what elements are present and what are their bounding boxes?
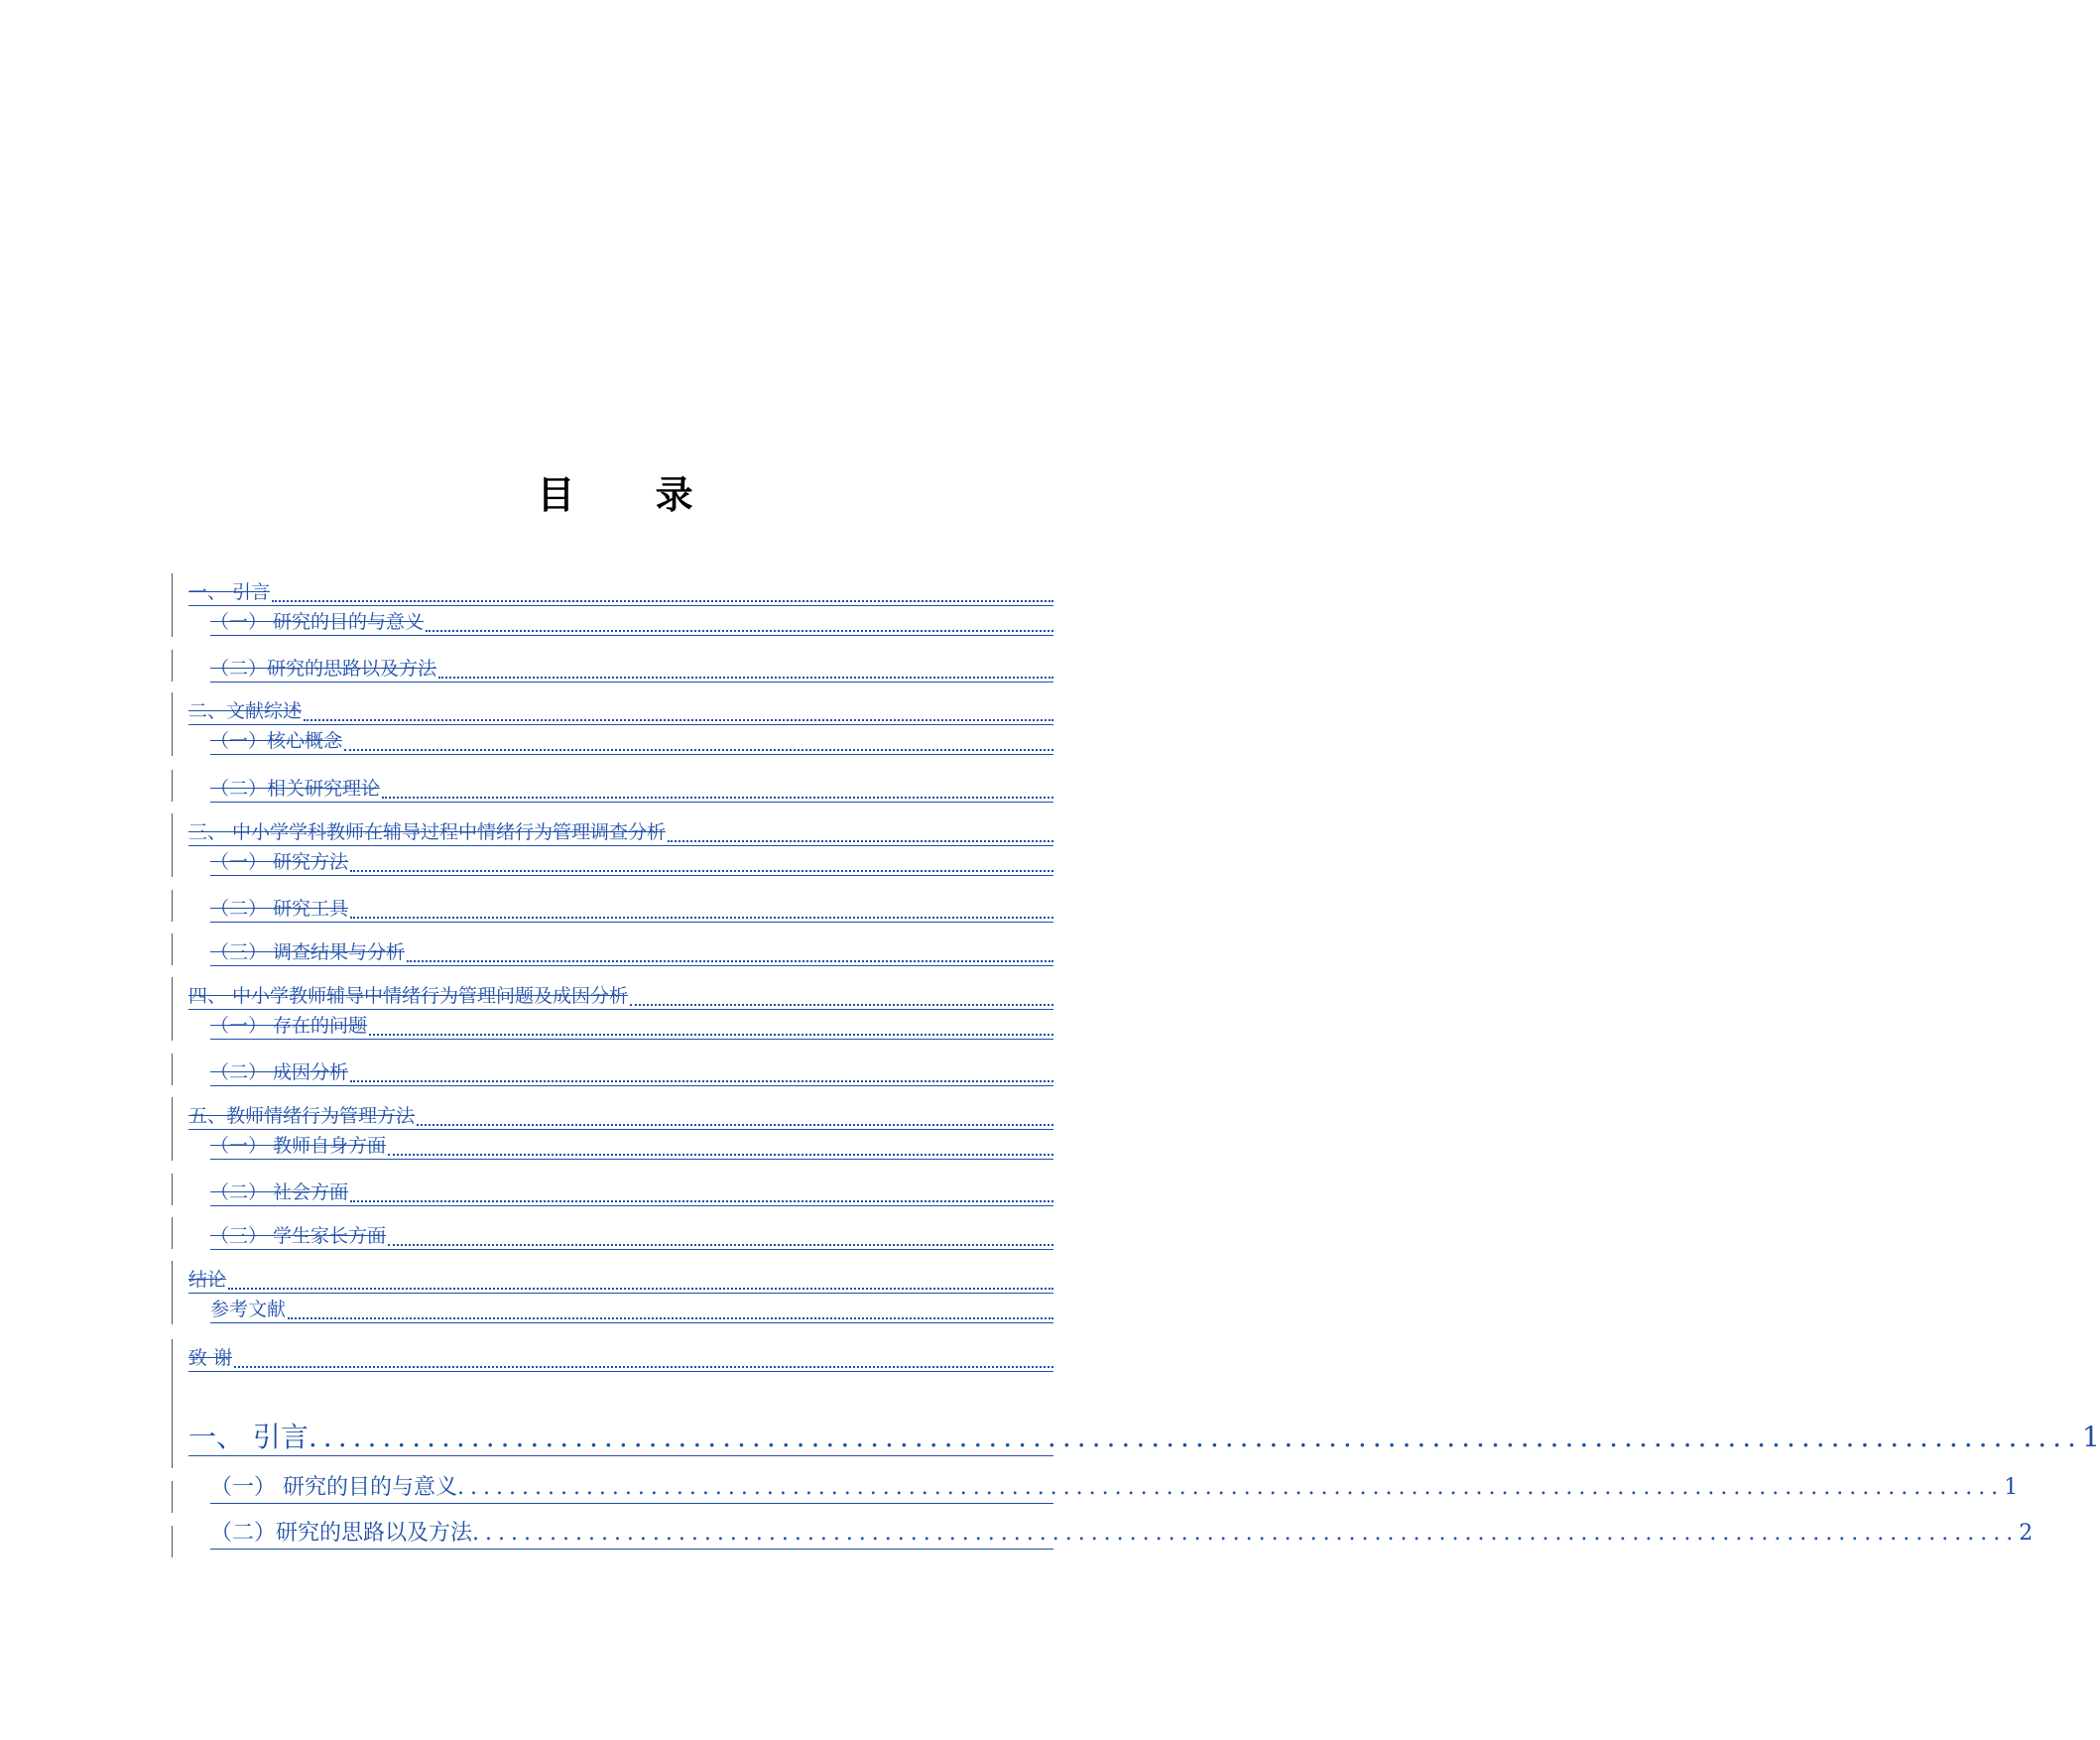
toc-leader-dots [286, 1299, 1053, 1320]
toc-final-label: （二）研究的思路以及方法 [210, 1521, 473, 1546]
toc-final-label: （一） 研究的目的与意义 [210, 1475, 457, 1500]
toc-leader-dots [367, 1015, 1053, 1037]
toc-leader-dots: ........................................................................................................................ [472, 1521, 2020, 1546]
toc-entry-label: （二） 社会方面 [210, 1181, 349, 1203]
change-bar [172, 1174, 173, 1205]
toc-entry[interactable] [210, 1174, 1053, 1203]
toc-leader-dots [270, 581, 1053, 603]
toc-entry-label: （一） 教师自身方面 [210, 1135, 387, 1157]
toc-leader-dots [436, 658, 1053, 680]
change-bar [172, 813, 173, 877]
toc-entry[interactable] [210, 1007, 1053, 1037]
toc-entry-label: （一） 研究的目的与意义 [210, 611, 425, 633]
toc-leader-dots [424, 611, 1053, 633]
change-bar [172, 1217, 173, 1249]
toc-final-label: 一、 引言 [188, 1421, 309, 1453]
change-bar [172, 1054, 173, 1085]
change-bar [172, 770, 173, 802]
toc-leader-dots [342, 730, 1053, 752]
change-bar [172, 692, 173, 756]
toc-entry-label: 参考文献 [210, 1299, 287, 1320]
toc-entry-label: 致 谢 [188, 1347, 233, 1369]
toc-entry-label: 三、 中小学学科教师在辅导过程中情绪行为管理调查分析 [188, 821, 667, 843]
toc-leader-dots [386, 1135, 1053, 1157]
toc-leader-dots [386, 1225, 1053, 1247]
change-bar [172, 1097, 173, 1161]
toc-entry-label: 一、 引言 [188, 581, 271, 603]
toc-entry-label: 二、文献综述 [188, 700, 303, 722]
toc-leader-dots [302, 700, 1053, 722]
toc-entry-label: （二） 成因分析 [210, 1061, 349, 1083]
change-bar [172, 977, 173, 1041]
toc-page-number: 1 [2081, 1421, 2100, 1453]
toc-entry-label: 结论 [188, 1269, 227, 1291]
toc-leader-dots [348, 851, 1053, 873]
change-bar [172, 650, 173, 682]
toc-leader-dots [348, 1061, 1053, 1083]
toc-entry[interactable] [210, 890, 1053, 920]
toc-entry[interactable] [210, 770, 1053, 800]
toc-leader-dots [226, 1269, 1053, 1291]
toc-leader-dots [415, 1105, 1053, 1127]
change-bar [172, 890, 173, 922]
toc-entry[interactable] [188, 1261, 1053, 1291]
change-bar [172, 933, 173, 965]
toc-leader-dots [232, 1347, 1053, 1369]
toc-leader-dots: ........................................................................................................................ [457, 1475, 2005, 1500]
toc-final-entry[interactable] [210, 1520, 2034, 1548]
toc-leader-dots [380, 778, 1053, 800]
change-bar [172, 1261, 173, 1324]
toc-entry[interactable] [210, 933, 1053, 963]
toc-entry-label: 四、 中小学教师辅导中情绪行为管理问题及成因分析 [188, 985, 629, 1007]
toc-page-number: 1 [2004, 1475, 2019, 1500]
toc-entry[interactable] [210, 1291, 1053, 1320]
toc-entry[interactable] [210, 1127, 1053, 1157]
toc-entry-label: （二）相关研究理论 [210, 778, 381, 800]
toc-leader-dots [348, 898, 1053, 920]
toc-entry[interactable] [188, 1339, 1053, 1369]
toc-entry-label: （二） 研究工具 [210, 898, 349, 920]
change-bar [172, 1339, 173, 1468]
toc-leader-dots [628, 985, 1053, 1007]
toc-entry[interactable] [188, 977, 1053, 1007]
toc-entry-label: （二）研究的思路以及方法 [210, 658, 437, 680]
toc-leader-dots: ........................................................................................................................ [308, 1421, 2082, 1453]
toc-entry[interactable] [188, 1097, 1053, 1127]
toc-entry[interactable] [188, 692, 1053, 722]
toc-entry[interactable] [210, 603, 1053, 633]
toc-entry-label: （一） 研究方法 [210, 851, 349, 873]
toc-entry-label: （一） 存在的问题 [210, 1015, 368, 1037]
toc-entry-label: （一）核心概念 [210, 730, 343, 752]
toc-entry-label: （三） 学生家长方面 [210, 1225, 387, 1247]
change-bar [172, 1481, 173, 1513]
toc-entry[interactable] [188, 813, 1053, 843]
toc-entry[interactable] [210, 1217, 1053, 1247]
toc-entry[interactable] [210, 722, 1053, 752]
toc-entry[interactable] [210, 650, 1053, 680]
toc-page-number: 2 [2019, 1521, 2034, 1546]
toc-entry[interactable] [210, 1054, 1053, 1083]
toc-leader-dots [666, 821, 1053, 843]
toc-entry[interactable] [188, 573, 1053, 603]
toc-leader-dots [348, 1181, 1053, 1203]
toc-title: 目 录 [537, 473, 727, 517]
toc-entry[interactable] [210, 843, 1053, 873]
toc-leader-dots [405, 941, 1053, 963]
toc-entry-label: （三） 调查结果与分析 [210, 941, 406, 963]
change-bar [172, 1526, 173, 1557]
change-bar [172, 573, 173, 637]
toc-entry-label: 五、教师情绪行为管理方法 [188, 1105, 416, 1127]
toc-final-entry[interactable] [210, 1474, 2019, 1502]
toc-final-entry[interactable] [188, 1421, 2100, 1454]
